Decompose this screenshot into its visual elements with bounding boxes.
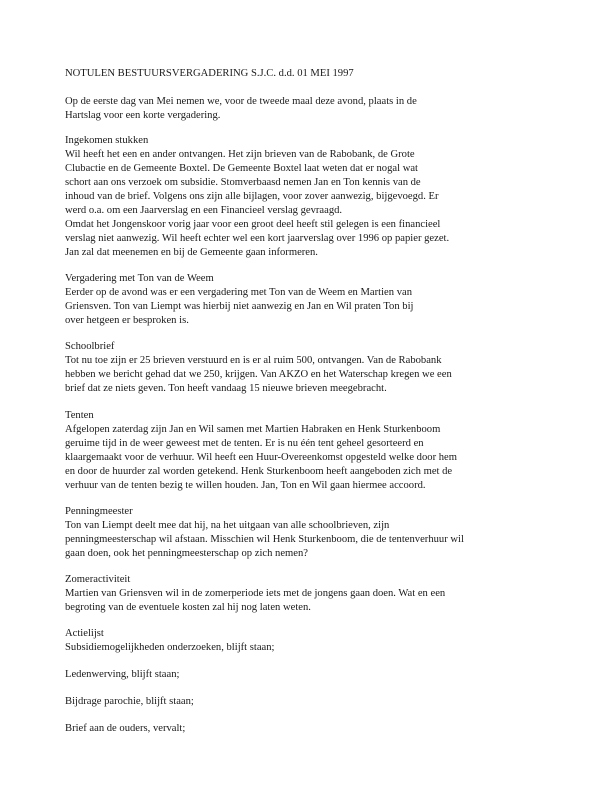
paragraph-line: Martien van Griensven wil in de zomerperiode iets met de jongens gaan doen. Wat en een	[65, 588, 446, 599]
paragraph-line: over hetgeen er besproken is.	[65, 315, 189, 326]
paragraph-line: werd o.a. om een Jaarverslag en een Financieel verslag gevraagd.	[65, 205, 343, 216]
paragraph-line: geruime tijd in de weer geweest met de tenten. Er is nu één tent geheel gesorteerd en	[65, 438, 424, 449]
paragraph-line: Eerder op de avond was er een vergadering met Ton van de Weem en Martien van	[65, 287, 412, 298]
paragraph-line: Griensven. Ton van Liempt was hierbij niet aanwezig en Jan en Wil praten Ton bij	[65, 301, 414, 312]
intro-line: Op de eerste dag van Mei nemen we, voor de tweede maal deze avond, plaats in de	[65, 96, 417, 107]
paragraph-line: begroting van de eventuele kosten zal hij nog laten weten.	[65, 602, 311, 613]
action-item: Ledenwerving, blijft staan;	[65, 669, 180, 680]
paragraph-line: hebben we bericht gehad dat we 250, krijgen. Van AKZO en het Waterschap kregen we een	[65, 369, 452, 380]
section-heading: Ingekomen stukken	[65, 135, 149, 146]
section-heading: Vergadering met Ton van de Weem	[65, 273, 214, 284]
document-title: NOTULEN BESTUURSVERGADERING S.J.C. d.d. 01 MEI 1997	[65, 68, 354, 79]
section-heading: Penningmeester	[65, 506, 133, 517]
paragraph-line: Ton van Liempt deelt mee dat hij, na het uitgaan van alle schoolbrieven, zijn	[65, 520, 390, 531]
paragraph-line: klaargemaakt voor de verhuur. Wil heeft een Huur-Overeenkomst opgesteld welke door hem	[65, 452, 457, 463]
paragraph-line: brief dat ze niets geven. Ton heeft vandaag 15 nieuwe brieven meegebracht.	[65, 383, 387, 394]
action-item: Brief aan de ouders, vervalt;	[65, 723, 186, 734]
section-heading: Actielijst	[65, 628, 104, 639]
paragraph-line: Jan zal dat meenemen en bij de Gemeente gaan informeren.	[65, 247, 318, 258]
section-heading: Zomeractiviteit	[65, 574, 131, 585]
paragraph-line: Tot nu toe zijn er 25 brieven verstuurd en is er al ruim 500, ontvangen. Van de Rabobank	[65, 355, 442, 366]
paragraph-line: verhuur van de tenten bezig te willen houden. Jan, Ton en Wil gaan hiermee accoord.	[65, 480, 426, 491]
action-item: Subsidiemogelijkheden onderzoeken, blijft staan;	[65, 642, 275, 653]
section-heading: Schoolbrief	[65, 341, 115, 352]
paragraph-line: en door de huurder zal worden getekend. Henk Sturkenboom heeft aangeboden zich met de	[65, 466, 453, 477]
paragraph-line: Clubactie en de Gemeente Boxtel. De Gemeente Boxtel laat weten dat er nogal wat	[65, 163, 418, 174]
paragraph-line: Wil heeft het een en ander ontvangen. Het zijn brieven van de Rabobank, de Grote	[65, 149, 415, 160]
paragraph-line: verslag niet aanwezig. Wil heeft echter wel een kort jaarverslag over 1996 op papier gezet.	[65, 233, 450, 244]
paragraph-line: schort aan ons verzoek om subsidie. Stomverbaasd nemen Jan en Ton kennis van de	[65, 177, 421, 188]
paragraph-line: penningmeesterschap wil afstaan. Misschien wil Henk Sturkenboom, die de tentenverhuur wil	[65, 534, 464, 545]
paragraph-line: Omdat het Jongenskoor vorig jaar voor een groot deel heeft stil gelegen is een financieel	[65, 219, 441, 230]
section-heading: Tenten	[65, 410, 94, 421]
intro-line: Hartslag voor een korte vergadering.	[65, 110, 221, 121]
paragraph-line: gaan doen, ook het penningmeesterschap op zich nemen?	[65, 548, 308, 559]
paragraph-line: Afgelopen zaterdag zijn Jan en Wil samen met Martien Habraken en Henk Sturkenboom	[65, 424, 441, 435]
paragraph-line: inhoud van de brief. Volgens ons zijn alle bijlagen, voor zover aanwezig, bijgevoegd. Er	[65, 191, 439, 202]
action-item: Bijdrage parochie, blijft staan;	[65, 696, 194, 707]
